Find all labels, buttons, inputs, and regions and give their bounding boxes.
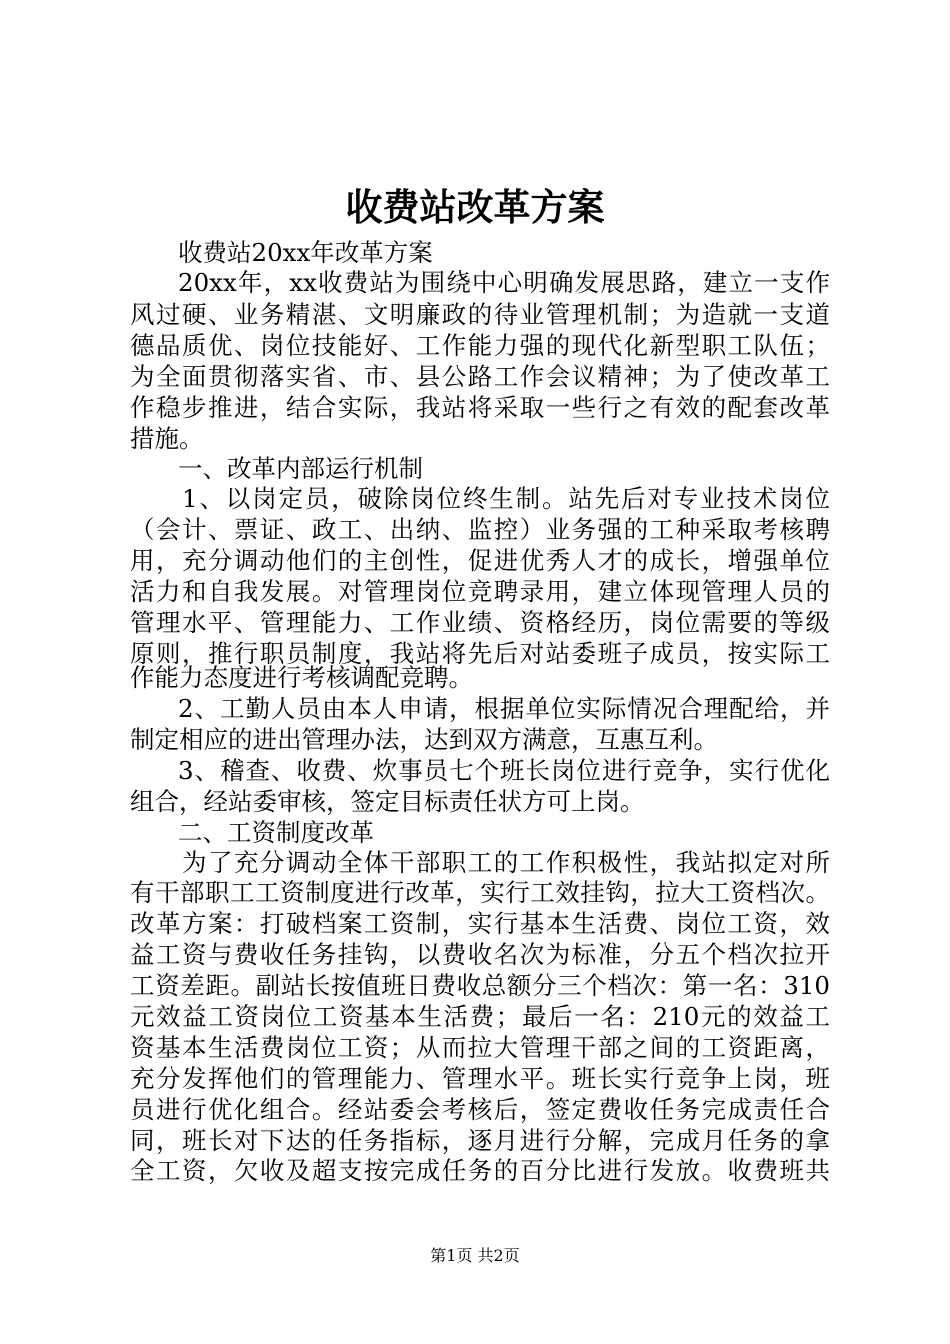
paragraph-line: 益工资与费收任务挂钩，以费收名次为标准，分五个档次拉开 [130,940,830,969]
paragraph-line: 德品质优、岗位技能好、工作能力强的现代化新型职工队伍； [130,331,830,360]
paragraph-line: 制定相应的进出管理办法，达到双方满意，互惠互利。 [130,725,718,754]
paragraph-line: 资基本生活费岗位工资；从而拉大管理干部之间的工资距离， [130,1033,830,1062]
page-number: 第1页 共2页 [430,1246,520,1265]
paragraph-line: 措施。 [130,424,204,453]
paragraph-line: （会计、票证、政工、出纳、监控）业务强的工种采取考核聘 [130,515,830,544]
paragraph-line: 同，班长对下达的任务指标，逐月进行分解，完成月任务的拿 [130,1126,830,1155]
section-heading: 一、改革内部运行机制 [178,454,423,483]
paragraph-line: 有干部职工工资制度进行改革，实行工效挂钩，拉大工资档次。 [130,878,830,907]
paragraph-line: 改革方案：打破档案工资制，实行基本生活费、岗位工资，效 [130,909,830,938]
paragraph-line: 作稳步推进，结合实际，我站将采取一些行之有效的配套改革 [130,393,830,422]
paragraph-line: 工资差距。副站长按值班日费收总额分三个档次：第一名：310 [130,971,830,1000]
paragraph-line: 1、以岗定员，破除岗位终生制。站先后对专业技术岗位 [182,484,830,513]
paragraph-line: 风过硬、业务精湛、文明廉政的待业管理机制；为造就一支道 [130,300,830,329]
paragraph-line: 2、工勤人员由本人申请，根据单位实际情况合理配给，并 [178,694,830,723]
paragraph-line: 3、稽查、收费、炊事员七个班长岗位进行竞争，实行优化 [178,756,830,785]
paragraph-line: 为全面贯彻落实省、市、县公路工作会议精神；为了使改革工 [130,362,830,391]
paragraph-line: 原则，推行职员制度，我站将先后对站委班子成员，按实际工 [130,639,830,668]
doc-subtitle-line: 收费站20xx年改革方案 [178,238,433,267]
paragraph-line: 用，充分调动他们的主创性，促进优秀人才的成长，增强单位 [130,546,830,575]
paragraph-line: 充分发挥他们的管理能力、管理水平。班长实行竞争上岗，班 [130,1064,830,1093]
paragraph-line: 员进行优化组合。经站委会考核后，签定费收任务完成责任合 [130,1095,830,1124]
paragraph-line: 活力和自我发展。对管理岗位竞聘录用，建立体现管理人员的 [130,577,830,606]
section-heading: 二、工资制度改革 [178,818,374,847]
document-title: 收费站改革方案 [345,185,605,229]
paragraph-line: 作能力态度进行考核调配竞聘。 [130,663,473,692]
paragraph-line: 组合，经站委审核，签定目标责任状方可上岗。 [130,787,645,816]
paragraph-line: 为了充分调动全体干部职工的工作积极性，我站拟定对所 [182,848,830,877]
paragraph-line: 元效益工资岗位工资基本生活费；最后一名：210元的效益工 [130,1002,830,1031]
paragraph-line: 管理水平、管理能力、工作业绩、资格经历，岗位需要的等级 [130,608,830,637]
paragraph-line: 20xx年，xx收费站为围绕中心明确发展思路，建立一支作 [178,268,830,297]
paragraph-line: 全工资，欠收及超支按完成任务的百分比进行发放。收费班共 [130,1156,830,1185]
